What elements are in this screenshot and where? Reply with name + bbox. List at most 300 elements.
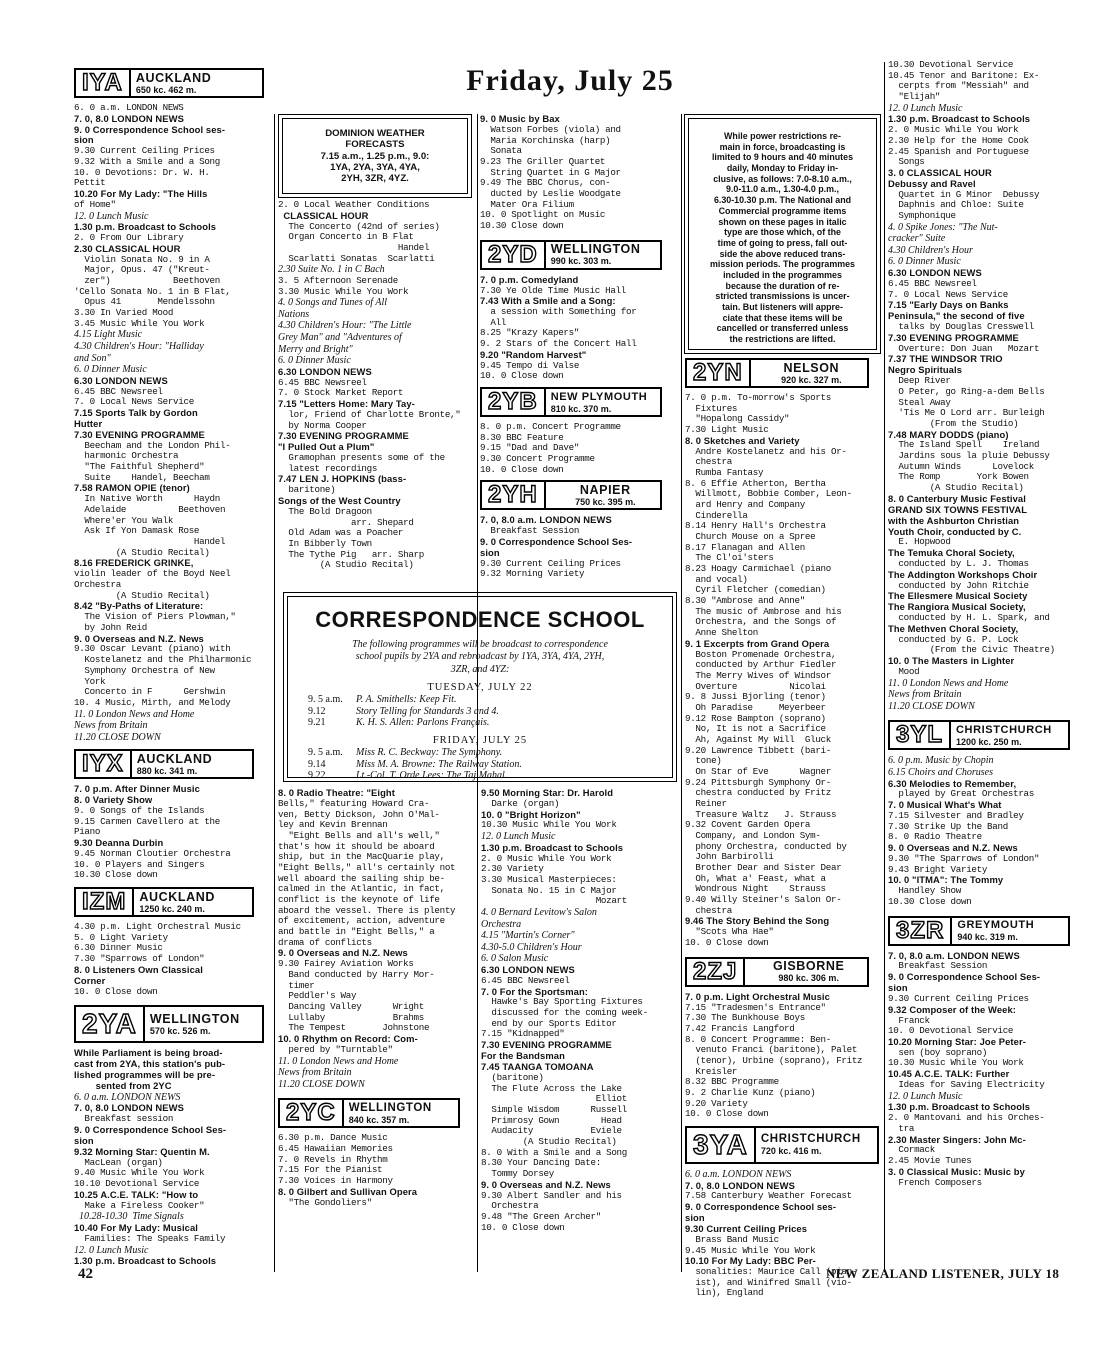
programme-line: timer xyxy=(278,979,315,991)
programme-line: and battle in "Eight Bells," a xyxy=(278,925,435,937)
programme-line: Cinderella xyxy=(685,509,748,521)
station-frequency: 750 kc. 395 m. xyxy=(575,496,636,507)
station-frequency: 650 kc. 462 m. xyxy=(135,84,197,95)
programme-line: "The Faithful Shepherd" xyxy=(74,461,205,473)
programme-line: 9.20 Variety xyxy=(685,1097,748,1109)
programme-line: Make a Fireless Cooker" xyxy=(74,1199,205,1211)
programme-line: Sonata No. 15 in C Major xyxy=(481,884,617,896)
programme-line: 9. 2 Stars of the Concert Hall xyxy=(480,338,637,350)
notice-line: tain. But listeners will appre- xyxy=(722,302,843,312)
programme-line: a session with Something for xyxy=(480,306,637,318)
programme-line: 8.25 "Krazy Kapers" xyxy=(480,327,580,339)
programme-line: French Composers xyxy=(888,1176,982,1188)
programme-line: conflict is the keynote of life xyxy=(278,893,440,905)
programme-line: sion xyxy=(685,1212,705,1224)
programme-line: News from Britain xyxy=(278,1067,352,1079)
notice-line: stricted transmissions is uncer- xyxy=(715,291,850,302)
programme-line: 12. 0 Lunch Music xyxy=(888,1090,963,1102)
programme-line: Primrosy Gown Head xyxy=(481,1114,622,1126)
correspondence-school-box xyxy=(283,592,677,782)
power-notice-text xyxy=(689,119,876,345)
programme-line: Breakfast Session xyxy=(888,960,988,972)
programme-line: 9.32 Covent Garden Opera xyxy=(685,819,811,831)
programme-line: ard Henry and Company xyxy=(685,498,805,510)
programme-line: Steal Away xyxy=(888,396,951,408)
programme-line: by Norma Cooper xyxy=(278,419,367,431)
programme-line: 2. 0 Music While You Work xyxy=(888,124,1019,136)
notice-line: main in force, broadcasting is xyxy=(719,141,846,152)
programme-line: 7.45 TAANGA TOMOANA xyxy=(481,1060,594,1072)
station-frequency: 720 kc. 416 m. xyxy=(760,1146,822,1157)
correspondence-title: CORRESPONDENCE SCHOOL xyxy=(315,607,645,632)
programme-line: Corner xyxy=(74,974,106,986)
notice-line: included in the programmes xyxy=(723,269,842,280)
programme-list-2yh-cont xyxy=(481,788,679,1233)
station-header-2ya xyxy=(74,1005,264,1043)
programme-line: (tenor), Urbine (soprano), Fritz xyxy=(685,1054,863,1066)
programme-line: 6.45 BBC Newsreel xyxy=(74,385,163,397)
column-5 xyxy=(888,60,1090,1274)
programme-line: 8. 0 Canterbury Music Festival xyxy=(888,492,1026,504)
programme-line: "Hopalong Cassidy" xyxy=(685,413,790,425)
programme-line: 8.16 FREDERICK GRINKE, xyxy=(74,557,194,569)
programme-line: 3. 5 Afternoon Serenade xyxy=(278,274,398,286)
correspondence-topic: P. A. Smithells: Keep Fit. xyxy=(356,694,457,706)
station-call-sign: 3YL xyxy=(896,721,944,749)
programme-line: Autumn Winds Lovelock xyxy=(888,460,1034,472)
programme-line: phony Orchestra, conducted by xyxy=(685,840,847,852)
programme-line: and Son" xyxy=(74,352,111,364)
programme-line: 10.10 Devotional Service xyxy=(74,1178,200,1190)
programme-line: 9.40 Music While You Work xyxy=(74,1167,205,1179)
programme-line: Ah, Against My Will Gluck xyxy=(685,733,831,745)
programme-line: 6.30 LONDON NEWS xyxy=(74,374,168,386)
programme-line: 1.30 p.m. Broadcast to Schools xyxy=(481,841,624,853)
programme-line: Cyril Fletcher (comedian) xyxy=(685,584,826,596)
programme-line: 7.15 "Tradesmen's Entrance" xyxy=(685,1001,826,1013)
page-number: 42 xyxy=(78,1266,93,1282)
programme-line: The Island Spell Ireland xyxy=(888,439,1040,451)
programme-line: conducted by H. L. Spark, and xyxy=(888,612,1050,624)
programme-line: 10. 0 "Bright Horizon" xyxy=(481,808,581,820)
programme-line: 9.30 Current Ceiling Prices xyxy=(480,557,621,569)
notice-line: mission periods. The programmes xyxy=(710,259,855,270)
programme-line: 9.20 Lawrence Tibbett (bari- xyxy=(685,744,831,756)
programme-list-3ya-cont xyxy=(888,60,1090,712)
programme-line: 8.14 Henry Hall's Orchestra xyxy=(685,520,826,532)
programme-line: Major, Opus. 47 ("Kreut- xyxy=(74,264,210,276)
programme-line: of Home" xyxy=(74,198,116,210)
programme-line: Songs of the West Country xyxy=(278,495,401,506)
programme-line: 7. 0, 8.0 LONDON NEWS xyxy=(74,112,184,124)
programme-line: lor, Friend of Charlotte Bronte," xyxy=(278,408,461,420)
programme-line: 10. 0 Close down xyxy=(685,1108,769,1120)
programme-line: Fixtures xyxy=(685,402,738,414)
programme-line: 7. 0, 8.0 LONDON NEWS xyxy=(685,1179,795,1191)
programme-line: zer") Beethoven xyxy=(74,275,220,287)
programme-line: 7. 0 Local News Service xyxy=(74,396,194,408)
programme-line: Company, and London Sym- xyxy=(685,830,821,842)
correspondence-item xyxy=(288,759,672,771)
programme-line: Where'er You Walk xyxy=(74,514,174,526)
programme-line: 9.50 Morning Star: Dr. Harold xyxy=(481,787,614,798)
programme-line: lin), England xyxy=(685,1287,764,1299)
programme-line: "The Gondoliers" xyxy=(278,1196,372,1208)
programme-line: Church Mouse on a Spree xyxy=(685,530,816,542)
programme-line: cast from 2YA, this station's pub- xyxy=(74,1058,226,1070)
programme-line: Pettit xyxy=(74,177,106,189)
programme-line: 2.30 CLASSICAL HOUR xyxy=(74,242,181,254)
programme-line: 7.47 LEN J. HOPKINS (bass- xyxy=(278,473,407,485)
station-city: GREYMOUTH xyxy=(957,919,1035,932)
programme-line: 8.42 "By-Paths of Literature: xyxy=(74,600,204,612)
programme-line: 9. 0 Overseas and N.Z. News xyxy=(74,632,204,644)
programme-line: chestra xyxy=(685,456,732,468)
programme-line: 9.30 Albert Sandler and his xyxy=(481,1189,622,1201)
notice-line: ciate that these items will be xyxy=(722,312,843,323)
notice-line: limited to 9 hours and 40 minutes xyxy=(711,152,854,163)
programme-line: 12. 0 Lunch Music xyxy=(74,210,149,222)
programme-line: 9.15 "Dad and Dave" xyxy=(480,442,580,454)
programme-line: 1.30 p.m. Broadcast to Schools xyxy=(888,113,1031,125)
programme-line: Bells," featuring Howard Cra- xyxy=(278,797,430,809)
programme-line: 7. 0 Musical What's What xyxy=(888,799,1002,811)
programme-line: 10. 0 Close down xyxy=(480,463,564,475)
programme-line: aboard the vessel. There is plenty xyxy=(278,904,456,916)
correspondence-item xyxy=(288,706,672,718)
programme-line: Simple Wisdom Russell xyxy=(481,1103,627,1115)
programme-line: venuto Franci (baritone), Palet xyxy=(685,1044,858,1056)
programme-line: (A Studio Recital) xyxy=(888,482,1024,494)
programme-line: 7.30 Voices in Harmony xyxy=(278,1174,393,1186)
programme-line: 7. 0 For the Sportsman: xyxy=(481,985,589,997)
correspondence-topic: Lt.-Col. T. Orde Lees: The Taj Mahal. xyxy=(356,770,508,782)
programme-line: 10.10 For My Lady: BBC Per- xyxy=(685,1255,816,1267)
programme-line: 9.30 Current Ceiling Prices xyxy=(685,1222,808,1234)
programme-line: 8. 0 Listeners Own Classical xyxy=(74,963,203,975)
programme-line: 2.30 Variety xyxy=(481,863,544,875)
programme-line: 3.45 Music While You Work xyxy=(74,317,205,329)
programme-line: (From the Civic Theatre) xyxy=(888,644,1055,656)
programme-line: conducted by John Ritchie xyxy=(888,579,1029,591)
programme-line: Ask If Yon Damask Rose xyxy=(74,525,200,537)
programme-line: ven, Betty Dickson, John O'Mal- xyxy=(278,808,440,820)
footer-masthead: NEW ZEALAND LISTENER, JULY 18 xyxy=(826,1266,1060,1281)
programme-line: 12. 0 Lunch Music xyxy=(888,102,963,114)
programme-line: Handel xyxy=(74,536,226,548)
programme-line: pered by "Turntable" xyxy=(278,1043,393,1055)
programme-line: 10.20 Morning Star: Joe Peter- xyxy=(888,1035,1026,1047)
programme-line: 8.17 Flanagan and Allen xyxy=(685,541,805,553)
station-call-sign: 2ZJ xyxy=(693,957,738,985)
correspondence-time: 9.14 xyxy=(308,758,326,770)
programme-line: Songs xyxy=(888,156,925,168)
programme-line: 6. 0 p.m. Music by Chopin xyxy=(888,755,994,767)
station-frequency: 1200 kc. 250 m. xyxy=(956,736,1022,747)
programme-line: The Vision of Piers Plowman," xyxy=(74,611,236,623)
programme-line: sen (boy soprano) xyxy=(888,1046,988,1058)
notice-line: Commercial programme items xyxy=(718,205,847,216)
programme-list-3yl xyxy=(888,755,1090,907)
programme-line: 4.30 p.m. Light Orchestral Music xyxy=(74,921,241,933)
station-header-3yl xyxy=(888,720,1070,750)
programme-line: of excitement, action, adventure xyxy=(278,915,445,927)
programme-line: 10.40 For My Lady: Musical xyxy=(74,1221,198,1233)
programme-line: that's how it should be aboard xyxy=(278,840,435,852)
programme-line: 10. 0 Close down xyxy=(481,1221,565,1233)
programme-line: Overture: Don Juan Mozart xyxy=(888,342,1040,354)
weather-times: 7.15 a.m., 1.25 p.m., 9.0: xyxy=(320,150,430,162)
programme-line: 10. 0 Close down xyxy=(685,936,769,948)
programme-line: (A Studio Recital) xyxy=(74,589,210,601)
programme-line: 6.45 BBC Newsreel xyxy=(888,277,977,289)
correspondence-topic: K. H. S. Allen: Parlons Français. xyxy=(356,717,490,729)
correspondence-time: 9.22 xyxy=(308,770,326,782)
programme-line: 4. 0 Songs and Tunes of All xyxy=(278,297,387,309)
column-rule xyxy=(274,114,275,1272)
column-3-top xyxy=(480,114,678,590)
programme-line: 10.25 A.C.E. TALK: "How to xyxy=(74,1188,199,1200)
station-call-sign: IYA xyxy=(82,69,123,96)
programme-line: sion xyxy=(480,546,500,558)
programme-line: Mozart xyxy=(481,895,627,907)
programme-line: 9.30 "The Sparrows of London" xyxy=(888,852,1040,864)
programme-line: 9.30 Current Ceiling Prices xyxy=(888,992,1029,1004)
programme-line: 8.32 BBC Programme xyxy=(685,1076,779,1088)
programme-line: 9.48 "The Green Archer" xyxy=(481,1210,601,1222)
station-header-2yd xyxy=(480,240,662,270)
programme-line: sented from 2YC xyxy=(74,1079,172,1091)
correspondence-topic: Miss R. C. Beckway: The Symphony. xyxy=(356,747,503,759)
programme-line: Jardins sous la pluie Debussy xyxy=(888,450,1050,462)
programme-line: by John Reid xyxy=(74,621,147,633)
programme-line: The Ellesmere Musical Society xyxy=(888,590,1028,602)
programme-line: sion xyxy=(74,134,94,146)
programme-line: 7. 0 p.m. To-morrow's Sports xyxy=(685,392,831,403)
programme-line: Organ Concerto in B Flat xyxy=(278,231,414,243)
programme-line: O Peter, go Ring-a-dem Bells xyxy=(888,385,1045,397)
programme-list-2yh xyxy=(480,515,678,580)
station-header-1yx xyxy=(74,749,254,779)
programme-line: 7.30 EVENING PROGRAMME xyxy=(481,1039,612,1051)
programme-line: 10. 0 Spotlight on Music xyxy=(480,209,606,221)
programme-line: conducted by G. P. Lock xyxy=(888,633,1019,645)
programme-line: ist), and Winifred Small (vio- xyxy=(685,1276,852,1288)
programme-line: 7.30 Ye Olde Time Music Hall xyxy=(480,284,626,296)
station-header-2yn xyxy=(685,358,869,388)
programme-line: 9.30 Current Ceiling Prices xyxy=(74,145,215,157)
station-city: NELSON xyxy=(783,360,840,375)
correspondence-intro: school pupils by 2YA and rebroadcast by 1YA, 3YA, 4YA, 2YH, xyxy=(355,651,605,663)
programme-line: In Native Worth Haydn xyxy=(74,493,220,505)
station-frequency: 940 kc. 319 m. xyxy=(957,932,1018,943)
column-2-top xyxy=(278,200,476,584)
programme-line: 7.15 Sports Talk by Gordon xyxy=(74,407,198,419)
correspondence-intro: 3ZR, and 4YZ: xyxy=(450,663,510,675)
programme-line: Lullaby Brahms xyxy=(278,1011,424,1023)
programme-line: 8. 6 Effie Atherton, Bertha xyxy=(685,477,826,489)
programme-line: Piano xyxy=(74,826,101,838)
programme-line: 7.30 EVENING PROGRAMME xyxy=(278,430,409,442)
station-header-1ya xyxy=(74,68,264,98)
programme-line: 9.45 Norman Cloutier Orchestra xyxy=(74,848,231,860)
programme-line: Audacity Eviele xyxy=(481,1125,622,1137)
programme-line: CLASSICAL HOUR xyxy=(278,209,369,221)
programme-line: 9. 0 Overseas and N.Z. News xyxy=(888,842,1018,854)
station-call-sign: 3ZR xyxy=(896,916,945,944)
programme-line: 7.30 "Sparrows of London" xyxy=(74,953,205,965)
station-frequency: 1250 kc. 240 m. xyxy=(139,903,205,914)
programme-line: 2.30 Master Singers: John Mc- xyxy=(888,1133,1026,1145)
programme-line: sonalities: Maurice Call (pian- xyxy=(685,1266,858,1278)
programme-line: 7. 0 p.m. After Dinner Music xyxy=(74,783,200,795)
programme-line: John Barbirolli xyxy=(685,851,774,863)
programme-line: 9.40 Willy Steiner's Salon Or- xyxy=(685,894,842,906)
programme-line: 8.30 "Ambrose and Anne" xyxy=(685,595,805,606)
station-city: CHRISTCHURCH xyxy=(760,1133,861,1146)
programme-line: 1.30 p.m. Broadcast to Schools xyxy=(888,1101,1031,1113)
programme-line: The Cl'oi'sters xyxy=(685,552,774,564)
programme-line: 9. 0 Songs of the Islands xyxy=(74,805,205,817)
correspondence-intro: The following programmes will be broadcast to correspondence xyxy=(352,638,608,650)
programme-line: 9.15 Carmen Cavellero at the xyxy=(74,815,220,827)
station-call-sign: 2YA xyxy=(82,1008,137,1040)
programme-line: played by Great Orchestras xyxy=(888,788,1034,800)
column-rule xyxy=(884,62,885,1272)
programme-line: 11. 0 London News and Home xyxy=(888,677,1009,689)
station-header-3zr xyxy=(888,916,1070,946)
station-city: AUCKLAND xyxy=(139,889,215,904)
programme-line: Suite Handel, Beecham xyxy=(74,471,210,483)
programme-line: No, It is not a Sacrifice xyxy=(685,723,826,735)
programme-line: Wondrous Night Strauss xyxy=(685,883,826,895)
programme-line: well aboard the sailing ship be- xyxy=(278,872,445,884)
programme-line: Negro Spirituals xyxy=(888,364,963,376)
programme-line: 7.15 Silvester and Bradley xyxy=(888,810,1024,822)
correspondence-day-heading: TUESDAY, JULY 22 xyxy=(427,682,533,694)
programme-line: 10.28-10.30 Time Signals xyxy=(74,1211,184,1223)
correspondence-day-heading: FRIDAY, JULY 25 xyxy=(432,734,528,746)
programme-line: tone) xyxy=(685,755,722,767)
station-header-3ya xyxy=(685,1126,879,1164)
programme-line: Quartet in G Minor Debussy xyxy=(888,188,1040,200)
programme-line: "Elijah" xyxy=(888,91,941,103)
programme-line: 10.20 For My Lady: "The Hills xyxy=(74,188,208,200)
programme-line: 7.30 EVENING PROGRAMME xyxy=(74,428,205,440)
station-call-sign: 2YD xyxy=(488,240,538,268)
programme-line: 10.45 Tenor and Baritone: Ex- xyxy=(888,69,1040,81)
programme-line: The Addington Workshops Choir xyxy=(888,568,1038,580)
programme-line: 9.45 Music While You Work xyxy=(685,1244,816,1256)
programme-line: 10.30 Music While You Work xyxy=(888,1057,1024,1069)
programme-line: 4. 0 Spike Jones: "The Nut- xyxy=(888,221,998,233)
programme-line: 9. 0 Correspondence School Ses- xyxy=(888,971,1041,983)
station-city: WELLINGTON xyxy=(550,242,641,257)
programme-line: 10. 0 Rhythm on Record: Com- xyxy=(278,1032,418,1044)
correspondence-time: 9.12 xyxy=(308,705,326,717)
programme-list-2ya-evening xyxy=(278,788,476,1090)
programme-line: Orchestra xyxy=(74,578,121,590)
programme-line: Watson Forbes (viola) and xyxy=(480,123,621,135)
programme-line: Old Adam was a Poacher xyxy=(278,527,404,539)
programme-line: Orchestra xyxy=(481,1200,539,1212)
programme-line: talks by Douglas Cresswell xyxy=(888,321,1034,333)
programme-line: drama of conflicts xyxy=(278,936,372,948)
programme-line: 6.45 BBC Newsreel xyxy=(278,376,367,388)
programme-line: 3. 0 CLASSICAL HOUR xyxy=(888,166,992,178)
programme-line: Scarlatti Sonatas Scarlatti xyxy=(278,252,435,264)
programme-line: Grey Man" and "Adventures of xyxy=(278,331,402,343)
programme-line: Boston Promenade Orchestra, xyxy=(685,648,837,660)
station-header-2yc xyxy=(278,1098,460,1128)
programme-line: harmonic Orchestra xyxy=(74,450,179,462)
programme-line: News from Britain xyxy=(888,689,962,701)
programme-line: 7.15 "Kidnapped" xyxy=(481,1028,565,1040)
programme-line: 10.30 Close down xyxy=(888,895,972,907)
programme-line: 9. 1 Excerpts from Grand Opera xyxy=(685,637,830,649)
programme-line: 10.45 A.C.E. TALK: Further xyxy=(888,1068,1010,1080)
programme-line: 10. 4 Music, Mirth, and Melody xyxy=(74,696,231,708)
programme-line: Kostelanetz and the Philharmonic xyxy=(74,654,252,666)
column-2-bottom xyxy=(278,788,476,1272)
programme-list-1ya xyxy=(74,103,272,743)
programme-line: 'Tis Me O Lord arr. Burleigh xyxy=(888,407,1045,419)
programme-line: 7.42 Francis Langford xyxy=(685,1022,795,1034)
programme-line: Mater Ora Filium xyxy=(480,198,574,210)
station-header-1zm xyxy=(74,887,254,917)
station-frequency: 990 kc. 303 m. xyxy=(550,256,612,267)
programme-line: Orchestra xyxy=(481,918,522,930)
programme-line: 6. 0 a.m. LONDON NEWS xyxy=(685,1168,792,1180)
programme-line: Adelaide Beethoven xyxy=(74,504,226,516)
programme-line: Symphonique xyxy=(888,210,956,222)
programme-line: "Scots Wha Hae" xyxy=(685,926,774,938)
programme-line: 4. 0 Bernard Levitow's Salon xyxy=(481,907,597,919)
programme-line: Opus 41 Mendelssohn xyxy=(74,296,215,308)
programme-line: Nations xyxy=(278,308,310,320)
programme-line: 10.30 Devotional Service xyxy=(888,59,1014,70)
station-header-2zj xyxy=(685,957,869,987)
programme-line: Peninsula," the second of five xyxy=(888,310,1025,322)
programme-list-2ya-cont2 xyxy=(480,114,678,232)
programme-line: 7. 0, 8.0 LONDON NEWS xyxy=(74,1102,184,1114)
programme-line: Deep River xyxy=(888,375,951,387)
programme-line: Mood xyxy=(888,665,920,677)
programme-line: 9.30 Fairey Aviation Works xyxy=(278,958,414,970)
programme-line: 7.30 The Bunkhouse Boys xyxy=(685,1012,805,1024)
correspondence-items-day1 xyxy=(288,694,672,729)
programme-line: ship, but in the MacQuarie play, xyxy=(278,851,445,863)
programme-line: 7. 0 Stock Market Report xyxy=(278,387,404,399)
correspondence-item xyxy=(288,694,672,706)
station-frequency: 980 kc. 306 m. xyxy=(778,973,839,984)
station-city: NAPIER xyxy=(579,482,631,497)
programme-line: Oh, What a' Feast, what a xyxy=(685,872,826,884)
station-city: GISBORNE xyxy=(772,959,845,974)
notice-line: because the duration of re- xyxy=(725,280,840,291)
programme-line: MacLean (organ) xyxy=(74,1156,163,1168)
programme-line: 10. 0 Devotional Service xyxy=(888,1025,1014,1037)
programme-line: 1.30 p.m. Broadcast to Schools xyxy=(74,1255,217,1267)
programme-line: "I Pulled Out a Plum" xyxy=(278,441,375,453)
programme-line: end by our Sports Editor xyxy=(481,1017,617,1029)
programme-line: 4.15 "Martin's Corner" xyxy=(481,930,575,942)
programme-list-2yc xyxy=(278,1133,476,1208)
programme-line: 7.15 "Letters Home: Mary Tay- xyxy=(278,398,415,410)
programme-line: Band conducted by Harry Mor- xyxy=(278,968,435,980)
correspondence-time: 9. 5 a.m. xyxy=(308,747,343,759)
programme-line: Treasure Waltz J. Strauss xyxy=(685,808,837,820)
